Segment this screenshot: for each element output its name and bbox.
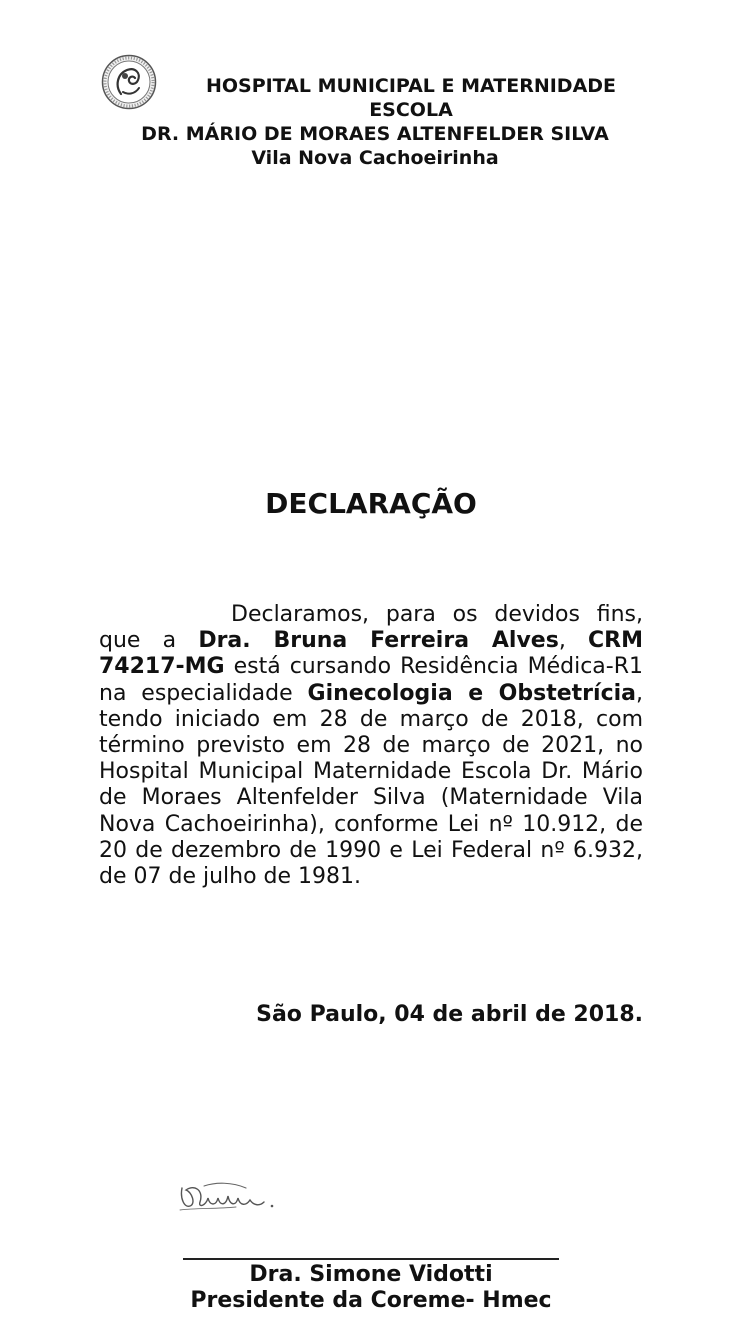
body-text-4: , tendo iniciado em 28 de março de 2018, com término previsto em 28 de março de 2021, no Hospital Municipal Maternidade Escola Dr. Mário de Moraes Altenfelder Silva (Maternidade Vila Nova Cachoeirinha), conforme Lei nº 10.912, de 20 de dezembro de 1990 e Lei Federal nº 6.932, de 07 de julho de 1981. [99,680,643,890]
date-line: São Paulo, 04 de abril de 2018. [256,1002,643,1027]
specialty-name: Ginecologia e Obstetrícia [307,680,636,706]
header-line-name: DR. MÁRIO DE MORAES ALTENFELDER SILVA [141,123,609,145]
crm-number: CRM 74217-MG [99,628,643,680]
signer-role: Presidente da Coreme- Hmec [190,1288,552,1313]
body-text-1: Declaramos, para os devidos fins, que a [99,602,643,654]
handwritten-signature-icon [176,1176,280,1216]
body-text-3: está cursando Residência Médica-R1 na especialidade [99,654,643,706]
document-title: DECLARAÇÃO [265,487,477,520]
header-line-hospital: HOSPITAL MUNICIPAL E MATERNIDADE [205,75,617,97]
header-line-location: Vila Nova Cachoeirinha [251,147,499,169]
signer-name: Dra. Simone Vidotti [249,1262,493,1287]
doctor-name: Dra. Bruna Ferreira Alves [198,628,559,654]
signature-line [183,1258,559,1260]
body-text-2: , [558,628,589,654]
signer-block [0,1262,742,1314]
header-line-escola: ESCOLA [369,99,453,121]
declaration-body [99,602,643,890]
document-header [0,74,750,170]
